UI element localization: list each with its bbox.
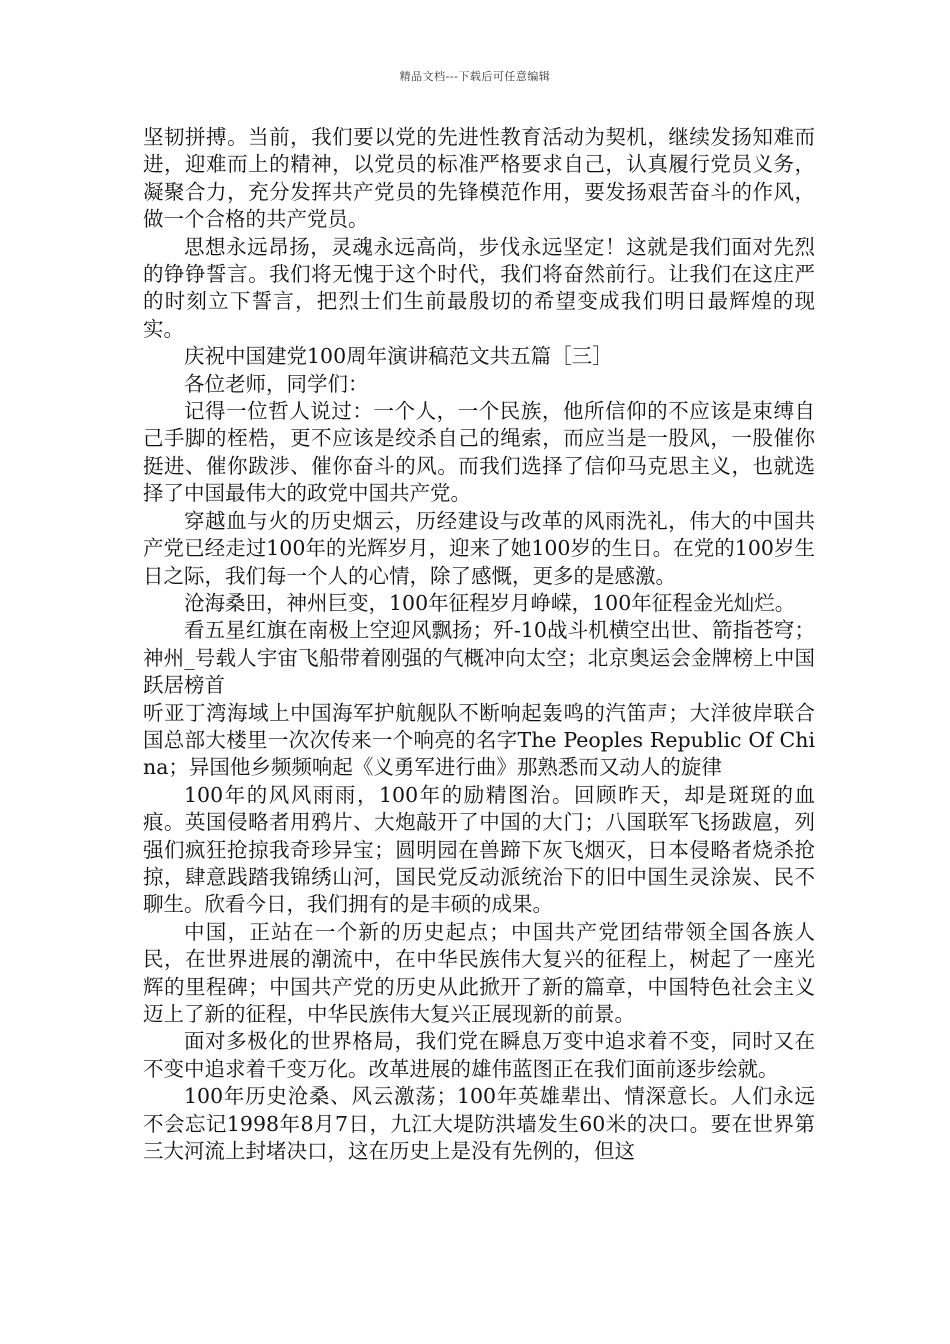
salutation: 各位老师，同学们：	[184, 371, 369, 396]
paragraph-flood: 100年历史沧桑、风云激荡；100年英雄辈出、情深意长。人们永远不会忘记1998年8月7日，九江大堤防洪墙发生60米的决口。要在世界第三大河流上封堵决口，这在历史上是没有先例的，但这	[143, 1084, 815, 1164]
document-body	[143, 124, 815, 1165]
page-header: 精品文档---下载后可任意编辑	[399, 70, 551, 83]
paragraph-continuation: 坚韧拼搏。当前，我们要以党的先进性教育活动为契机，继续发扬知难而进，迎难而上的精神，以党员的标准严格要求自己，认真履行党员义务，凝聚合力，充分发挥共产党员的先锋模范作用，要发扬艰苦奋斗的作风，做一个合格的共产党员。	[143, 125, 815, 232]
paragraph-changes: 沧海桑田，神州巨变，100年征程岁月峥嵘，100年征程金光灿烂。	[184, 590, 796, 615]
paragraph-achievements: 看五星红旗在南极上空迎风飘扬；歼-10战斗机横空出世、箭指苍穹；神州_号载人宇宙飞船带着刚强的气概冲向太空；北京奥运会金牌榜上中国跃居榜首	[143, 618, 815, 698]
paragraph-new-starting-point: 中国，正站在一个新的历史起点；中国共产党团结带领全国各族人民，在世界进展的潮流中，在中华民族伟大复兴的征程上，树起了一座光辉的里程碑；中国共产党的历史从此掀开了新的篇章，中国特色社会主义迈上了新的征程，中华民族伟大复兴正展现新的前景。	[143, 919, 815, 1026]
section-title: 庆祝中国建党100周年演讲稿范文共五篇［三］	[184, 344, 613, 369]
paragraph-navy: 听亚丁湾海域上中国海军护航舰队不断响起轰鸣的汽笛声；大洋彼岸联合国总部大楼里一次次传来一个响亮的名字The Peoples Republic Of China；异国他乡频频响起《义勇军进行曲》那熟悉而又动人的旋律	[143, 700, 815, 780]
paragraph-philosopher: 记得一位哲人说过：一个人，一个民族，他所信仰的不应该是束缚自己手脚的桎梏，更不应该是绞杀自己的绳索，而应当是一股风，一股催你挺进、催你跋涉、催你奋斗的风。而我们选择了信仰马克思主义，也就选择了中国最伟大的政党中国共产党。	[143, 399, 815, 506]
paragraph-past: 100年的风风雨雨，100年的励精图治。回顾昨天，却是斑斑的血痕。英国侵略者用鸦片、大炮敲开了中国的大门；八国联军飞扬跋扈，列强们疯狂抢掠我奇珍异宝；圆明园在兽蹄下灰飞烟灭，日本侵略者烧杀抢掠，肆意践踏我锦绣山河，国民党反动派统治下的旧中国生灵涂炭、民不聊生。欣看今日，我们拥有的是丰硕的成果。	[143, 782, 815, 917]
paragraph-world-pattern: 面对多极化的世界格局，我们党在瞬息万变中追求着不变，同时又在不变中追求着千变万化。改革进展的雄伟蓝图正在我们面前逐步绘就。	[143, 1029, 815, 1081]
paragraph-history: 穿越血与火的历史烟云，历经建设与改革的风雨洗礼，伟大的中国共产党已经走过100年的光辉岁月，迎来了她100岁的生日。在党的100岁生日之际，我们每一个人的心情，除了感慨，更多的是感激。	[143, 508, 815, 588]
paragraph-oath: 思想永远昂扬，灵魂永远高尚，步伐永远坚定！这就是我们面对先烈的铮铮誓言。我们将无愧于这个时代，我们将奋然前行。让我们在这庄严的时刻立下誓言，把烈士们生前最殷切的希望变成我们明日最辉煌的现实。	[143, 234, 815, 341]
